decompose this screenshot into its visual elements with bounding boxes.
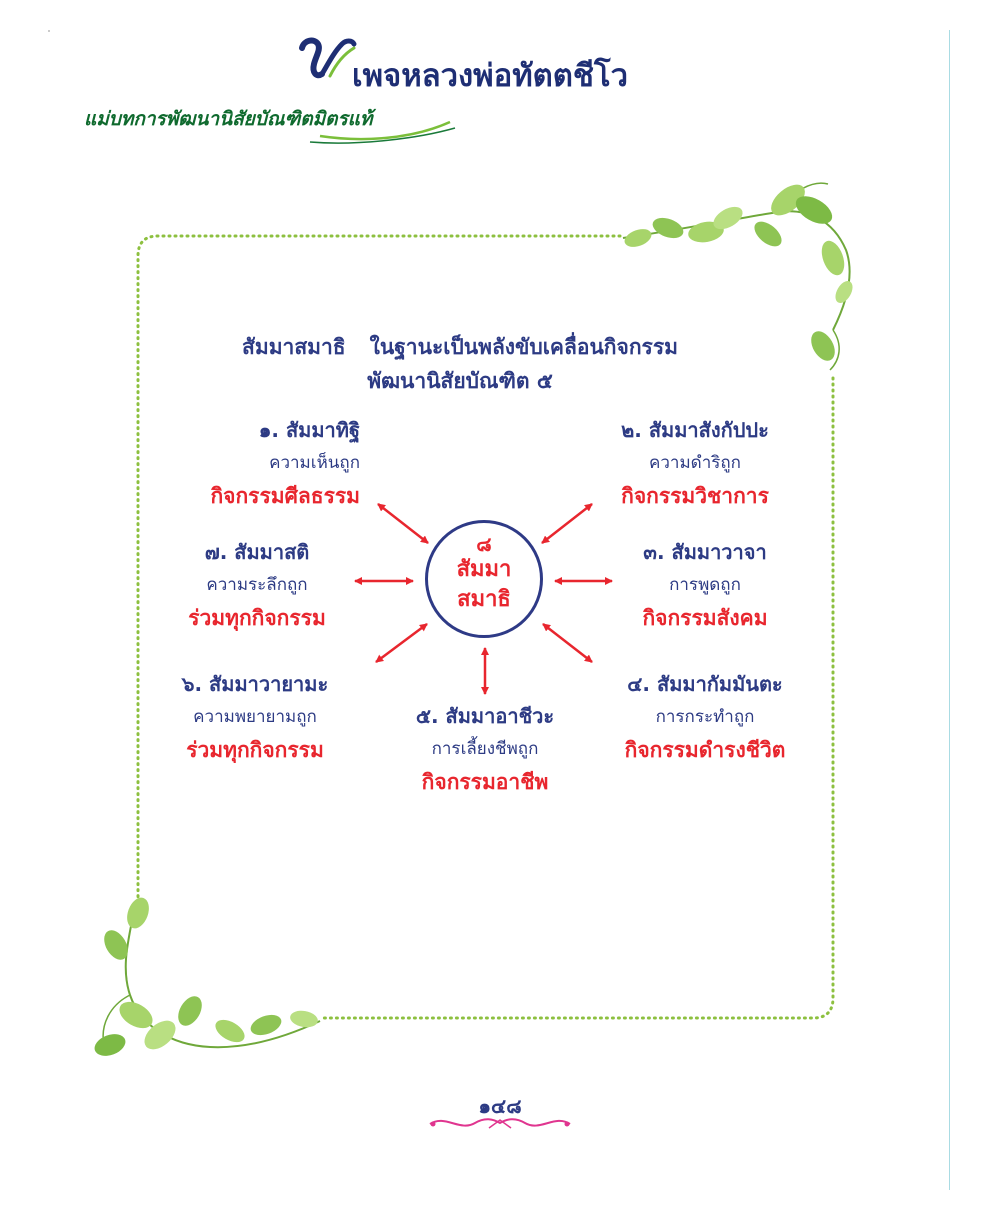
double-arrow-icon bbox=[378, 504, 428, 543]
node-name: ๒. สัมมาสังกัปปะ bbox=[621, 418, 769, 442]
node-meaning: ความระลึกถูก bbox=[206, 575, 308, 595]
title-main: สัมมาสมาธิ bbox=[242, 335, 346, 359]
node-name: ๗. สัมมาสติ bbox=[204, 540, 310, 564]
node-activity: กิจกรรมสังคม bbox=[642, 606, 768, 630]
node-name: ๕. สัมมาอาชีวะ bbox=[415, 704, 555, 728]
node-name: ๖. สัมมาวายามะ bbox=[181, 672, 329, 696]
ornament-icon bbox=[425, 1110, 575, 1136]
double-arrow-icon bbox=[542, 504, 592, 543]
page-number: ๑๔๘ bbox=[478, 1094, 522, 1118]
node-activity: กิจกรรมวิชาการ bbox=[621, 484, 769, 508]
node-meaning: การเลี้ยงชีพถูก bbox=[431, 739, 539, 759]
header-subtitle: แม่บทการพัฒนานิสัยบัณฑิตมิตรแท้ bbox=[84, 108, 373, 130]
title-line2: พัฒนานิสัยบัณฑิต ๕ bbox=[367, 369, 553, 393]
center-line1: สัมมา bbox=[456, 557, 512, 582]
node-meaning: การพูดถูก bbox=[669, 575, 741, 595]
node-activity: ร่วมทุกกิจกรรม bbox=[186, 738, 324, 762]
node-meaning: ความดำริถูก bbox=[649, 453, 741, 473]
node-activity: กิจกรรมอาชีพ bbox=[421, 770, 549, 794]
center-number: ๘ bbox=[476, 532, 492, 556]
node-activity: ร่วมทุกกิจกรรม bbox=[188, 606, 326, 630]
node-meaning: ความพยายามถูก bbox=[193, 707, 317, 727]
node-activity: กิจกรรมศีลธรรม bbox=[210, 484, 360, 508]
node-meaning: การกระทำถูก bbox=[655, 707, 755, 727]
center-line2: สมาธิ bbox=[457, 587, 511, 612]
node-name: ๓. สัมมาวาจา bbox=[643, 540, 767, 564]
node-name: ๔. สัมมากัมมันตะ bbox=[627, 672, 783, 696]
node-meaning: ความเห็นถูก bbox=[269, 453, 360, 473]
double-arrow-icon bbox=[543, 624, 592, 662]
node-name: ๑. สัมมาทิฐิ bbox=[258, 418, 360, 442]
double-arrow-icon bbox=[376, 624, 427, 662]
node-activity: กิจกรรมดำรงชีวิต bbox=[624, 738, 786, 762]
center-circle bbox=[425, 520, 543, 638]
header-title: เพจหลวงพ่อทัตตชีโว bbox=[352, 58, 629, 94]
title-rest: ในฐานะเป็นพลังขับเคลื่อนกิจกรรม bbox=[369, 335, 678, 359]
